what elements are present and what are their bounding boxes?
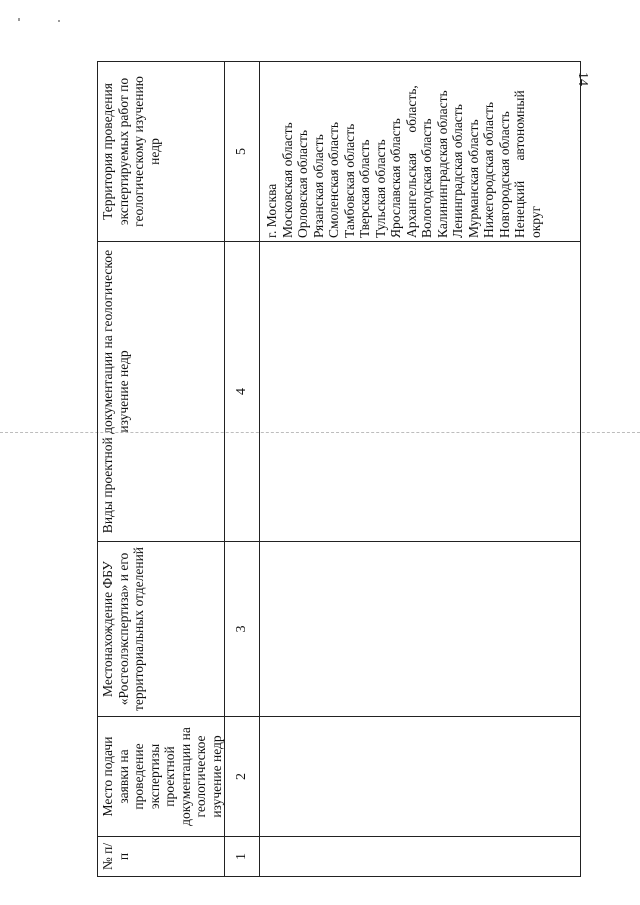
territory-item: Мурманская область [465,119,481,238]
territory-item: Новгородская область [496,111,512,238]
territory-item: Орловская область [295,129,310,238]
column-number: 2 [225,717,260,837]
submission-place-cell [260,717,581,837]
column-number: 4 [225,242,260,542]
territory-item: Тверская область [357,139,372,238]
header-cell: Территория проведения экспертируемых работ по геологическому изучению недр [98,62,225,242]
header-cell: Виды проектной документации на геологическое изучение недр [98,242,225,542]
territory-item: Тамбовская область [341,123,357,238]
row-number-cell [260,837,581,877]
territory-item: Ярославская область [388,118,403,238]
territory-item: Тульская область [372,139,388,238]
header-cell: № п/п [98,837,225,877]
territory-list [260,65,543,238]
rotated-table-container [97,62,577,877]
table-row [260,62,581,877]
territory-item: Калининградская область [434,90,450,238]
territory-item: Смоленская область [326,121,341,238]
header-cell: Место подачи заявки на проведение экспертизы проектной документации на геологическое изучение недр [98,717,225,837]
column-number: 5 [225,62,260,242]
territory-item: Нижегородская область [481,101,496,238]
column-number-row [225,62,260,877]
territory-item: Московская область [279,122,295,238]
territory-item: Ленинградская область [450,104,465,238]
territory-cell [260,62,581,242]
territory-item: Ненецкий автономный [512,90,527,238]
document-types-cell [260,242,581,542]
territory-table [97,61,581,877]
scan-speck [58,20,60,22]
table-header-row [98,62,225,877]
location-cell [260,542,581,717]
header-cell: Местонахождение ФБУ «Росгеолэкспертиза» и его территориальных отделений [98,542,225,717]
territory-item: Вологодская область [419,118,434,238]
scan-speck [18,18,20,21]
territory-item: округ [527,205,543,238]
territory-item: Архангельская область, [403,85,419,238]
column-number: 1 [225,837,260,877]
column-number: 3 [225,542,260,717]
page-number: 14 [575,72,590,86]
territory-item: г. Москва [264,183,279,238]
territory-item: Рязанская область [310,134,326,238]
